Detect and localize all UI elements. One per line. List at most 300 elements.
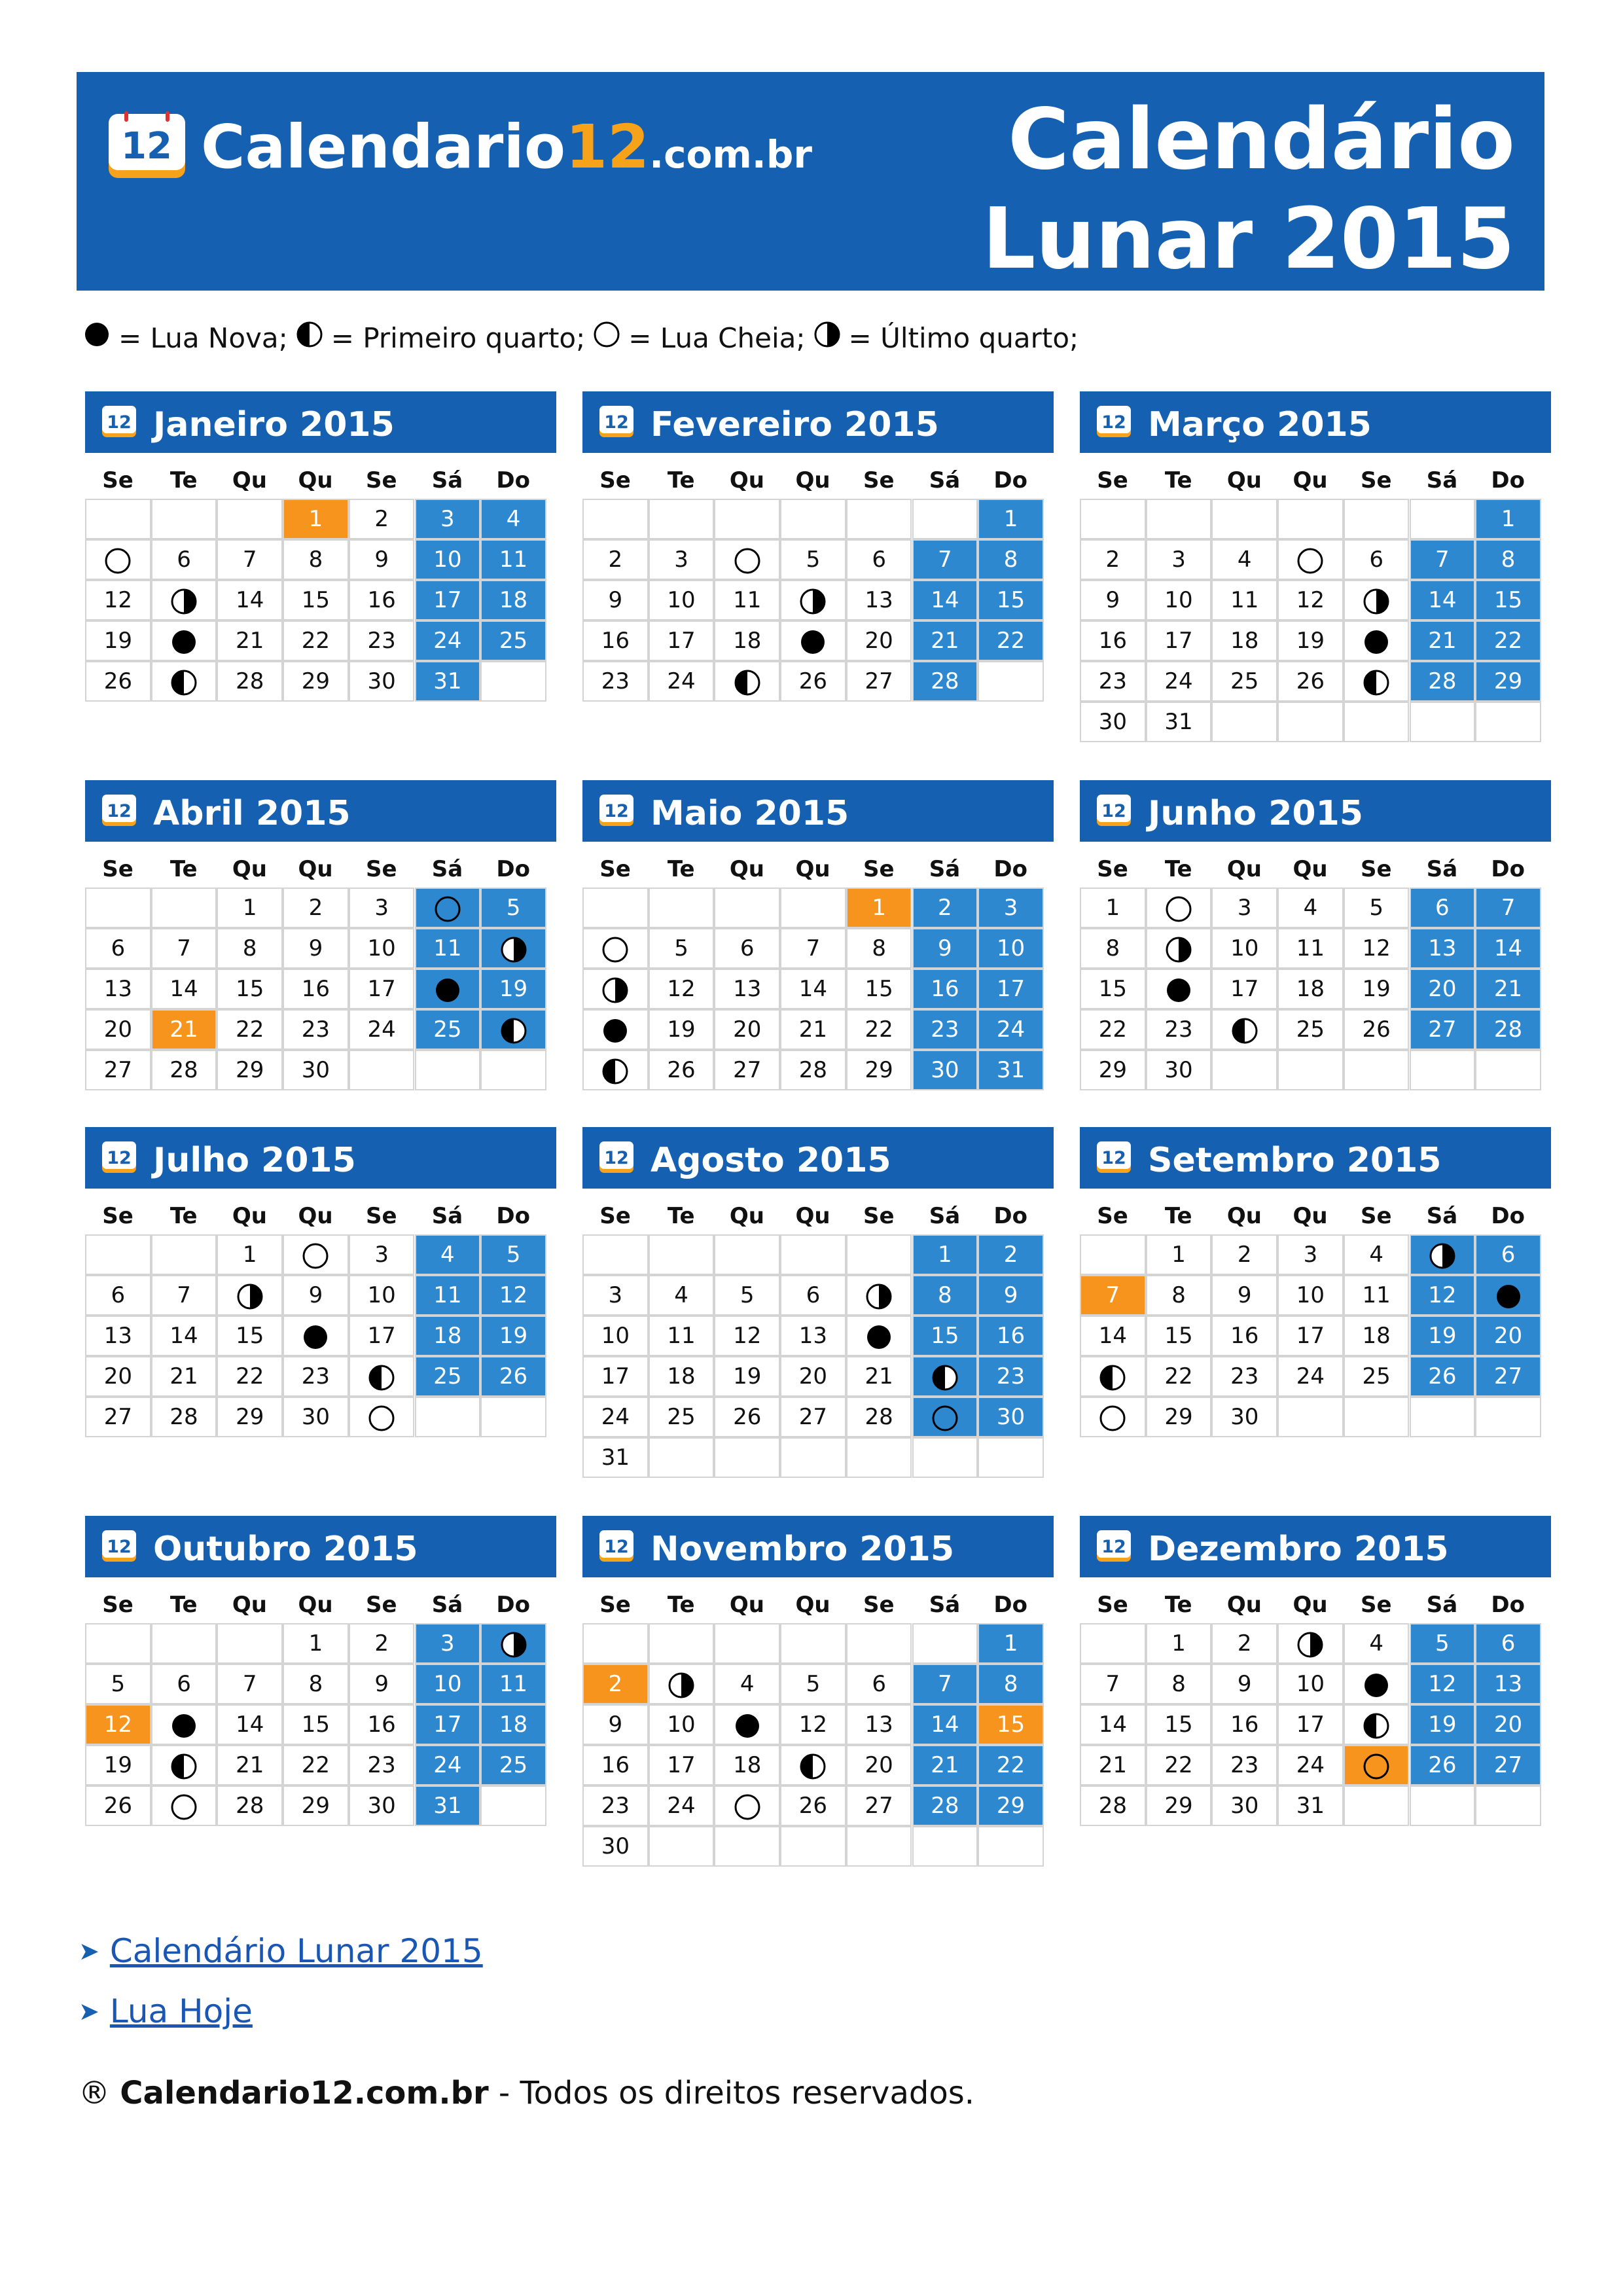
day-cell[interactable] [1277, 1356, 1344, 1397]
day-cell[interactable] [1475, 580, 1541, 620]
day-cell[interactable] [780, 1009, 846, 1050]
day-cell[interactable] [480, 1234, 546, 1275]
day-cell[interactable] [582, 1437, 649, 1478]
day-cell[interactable] [714, 1009, 780, 1050]
day-cell[interactable] [283, 1704, 349, 1745]
day-cell[interactable] [714, 539, 780, 580]
day-cell[interactable] [1410, 1623, 1476, 1664]
day-cell[interactable] [1080, 1356, 1146, 1397]
day-cell[interactable] [582, 1826, 649, 1867]
day-cell[interactable] [978, 620, 1044, 661]
day-cell[interactable] [582, 580, 649, 620]
day-cell[interactable] [349, 1009, 415, 1050]
day-cell[interactable] [217, 1009, 283, 1050]
day-cell[interactable] [846, 661, 912, 702]
day-cell[interactable] [1410, 661, 1476, 702]
day-cell[interactable] [1211, 1397, 1277, 1437]
day-cell[interactable] [415, 580, 481, 620]
day-cell[interactable] [1080, 1745, 1146, 1785]
day-cell[interactable] [85, 1316, 151, 1356]
day-cell[interactable] [1410, 580, 1476, 620]
day-cell[interactable] [649, 969, 715, 1009]
day-cell[interactable] [349, 969, 415, 1009]
day-cell[interactable] [1410, 1704, 1476, 1745]
day-cell[interactable] [85, 969, 151, 1009]
day-cell[interactable] [151, 1356, 217, 1397]
day-cell[interactable] [283, 661, 349, 702]
day-cell[interactable] [1277, 1009, 1344, 1050]
day-cell[interactable] [846, 1397, 912, 1437]
day-cell[interactable] [1344, 888, 1410, 928]
day-cell[interactable] [714, 1704, 780, 1745]
day-cell[interactable] [912, 1785, 978, 1826]
day-cell[interactable] [1344, 1704, 1410, 1745]
day-cell[interactable] [349, 1234, 415, 1275]
day-cell[interactable] [415, 1316, 481, 1356]
day-cell[interactable] [480, 1704, 546, 1745]
day-cell[interactable] [1475, 1275, 1541, 1316]
day-cell[interactable] [283, 1316, 349, 1356]
day-cell[interactable] [283, 1785, 349, 1826]
day-cell[interactable] [1277, 1234, 1344, 1275]
day-cell[interactable] [415, 499, 481, 539]
day-cell[interactable] [1475, 888, 1541, 928]
day-cell[interactable] [1146, 969, 1212, 1009]
day-cell[interactable] [217, 620, 283, 661]
day-cell[interactable] [1146, 539, 1212, 580]
day-cell[interactable] [1146, 661, 1212, 702]
day-cell[interactable] [1146, 1050, 1212, 1090]
day-cell[interactable] [1277, 1316, 1344, 1356]
day-cell[interactable] [582, 1050, 649, 1090]
day-cell[interactable] [582, 539, 649, 580]
day-cell[interactable] [649, 620, 715, 661]
day-cell[interactable] [978, 499, 1044, 539]
day-cell[interactable] [1146, 1009, 1212, 1050]
day-cell[interactable] [151, 580, 217, 620]
day-cell[interactable] [1344, 1234, 1410, 1275]
day-cell[interactable] [349, 1275, 415, 1316]
day-cell[interactable] [283, 1009, 349, 1050]
day-cell[interactable] [912, 539, 978, 580]
day-cell[interactable] [415, 539, 481, 580]
day-cell[interactable] [1344, 969, 1410, 1009]
day-cell[interactable] [1211, 928, 1277, 969]
day-cell[interactable] [1146, 1623, 1212, 1664]
day-cell[interactable] [1475, 661, 1541, 702]
day-cell[interactable] [1344, 1356, 1410, 1397]
day-cell[interactable] [912, 1316, 978, 1356]
day-cell[interactable] [480, 1664, 546, 1704]
day-cell[interactable] [415, 1785, 481, 1826]
day-cell[interactable] [649, 1704, 715, 1745]
day-cell[interactable] [415, 620, 481, 661]
day-cell[interactable] [846, 539, 912, 580]
day-cell[interactable] [714, 1275, 780, 1316]
day-cell[interactable] [349, 1316, 415, 1356]
day-cell[interactable] [1080, 1704, 1146, 1745]
day-cell[interactable] [978, 1316, 1044, 1356]
day-cell[interactable] [912, 1356, 978, 1397]
day-cell[interactable] [649, 580, 715, 620]
day-cell[interactable] [846, 1050, 912, 1090]
day-cell[interactable] [283, 539, 349, 580]
day-cell[interactable] [217, 969, 283, 1009]
day-cell[interactable] [480, 928, 546, 969]
day-cell[interactable] [480, 888, 546, 928]
day-cell[interactable] [1211, 1316, 1277, 1356]
day-cell[interactable] [912, 1745, 978, 1785]
day-cell[interactable] [846, 620, 912, 661]
day-cell[interactable] [1277, 580, 1344, 620]
day-cell[interactable] [846, 969, 912, 1009]
day-cell[interactable] [649, 1397, 715, 1437]
day-cell[interactable] [714, 1397, 780, 1437]
day-cell[interactable] [1211, 539, 1277, 580]
day-cell[interactable] [1080, 1316, 1146, 1356]
day-cell[interactable] [217, 1234, 283, 1275]
day-cell[interactable] [978, 1356, 1044, 1397]
day-cell[interactable] [978, 1050, 1044, 1090]
day-cell[interactable] [1344, 928, 1410, 969]
day-cell[interactable] [978, 1623, 1044, 1664]
day-cell[interactable] [912, 661, 978, 702]
day-cell[interactable] [582, 1745, 649, 1785]
day-cell[interactable] [415, 1745, 481, 1785]
day-cell[interactable] [1146, 1745, 1212, 1785]
day-cell[interactable] [415, 888, 481, 928]
day-cell[interactable] [780, 1275, 846, 1316]
day-cell[interactable] [1080, 1785, 1146, 1826]
day-cell[interactable] [283, 1623, 349, 1664]
day-cell[interactable] [415, 1704, 481, 1745]
day-cell[interactable] [283, 1397, 349, 1437]
day-cell[interactable] [415, 969, 481, 1009]
day-cell[interactable] [415, 1275, 481, 1316]
day-cell[interactable] [978, 1234, 1044, 1275]
day-cell[interactable] [1146, 1664, 1212, 1704]
day-cell[interactable] [283, 1356, 349, 1397]
day-cell[interactable] [846, 1316, 912, 1356]
day-cell[interactable] [1344, 661, 1410, 702]
day-cell[interactable] [480, 499, 546, 539]
day-cell[interactable] [349, 1623, 415, 1664]
day-cell[interactable] [349, 499, 415, 539]
day-cell[interactable] [85, 1050, 151, 1090]
day-cell[interactable] [151, 969, 217, 1009]
day-cell[interactable] [217, 661, 283, 702]
day-cell[interactable] [1344, 1275, 1410, 1316]
day-cell[interactable] [978, 1275, 1044, 1316]
day-cell[interactable] [1475, 499, 1541, 539]
day-cell[interactable] [714, 1356, 780, 1397]
day-cell[interactable] [714, 1785, 780, 1826]
day-cell[interactable] [151, 1316, 217, 1356]
day-cell[interactable] [85, 1397, 151, 1437]
day-cell[interactable] [1475, 1623, 1541, 1664]
day-cell[interactable] [978, 1704, 1044, 1745]
day-cell[interactable] [714, 1050, 780, 1090]
day-cell[interactable] [780, 969, 846, 1009]
day-cell[interactable] [1211, 1356, 1277, 1397]
day-cell[interactable] [1211, 580, 1277, 620]
day-cell[interactable] [151, 1664, 217, 1704]
day-cell[interactable] [1277, 888, 1344, 928]
day-cell[interactable] [649, 1050, 715, 1090]
day-cell[interactable] [582, 928, 649, 969]
day-cell[interactable] [283, 1050, 349, 1090]
day-cell[interactable] [1080, 1050, 1146, 1090]
day-cell[interactable] [912, 928, 978, 969]
day-cell[interactable] [1410, 928, 1476, 969]
day-cell[interactable] [283, 620, 349, 661]
day-cell[interactable] [415, 1009, 481, 1050]
day-cell[interactable] [1080, 580, 1146, 620]
day-cell[interactable] [283, 580, 349, 620]
day-cell[interactable] [846, 1275, 912, 1316]
day-cell[interactable] [1277, 928, 1344, 969]
day-cell[interactable] [1410, 888, 1476, 928]
day-cell[interactable] [1277, 1664, 1344, 1704]
day-cell[interactable] [780, 539, 846, 580]
day-cell[interactable] [349, 1745, 415, 1785]
day-cell[interactable] [415, 1664, 481, 1704]
day-cell[interactable] [415, 661, 481, 702]
day-cell[interactable] [1277, 1785, 1344, 1826]
day-cell[interactable] [151, 1785, 217, 1826]
day-cell[interactable] [85, 661, 151, 702]
day-cell[interactable] [480, 1356, 546, 1397]
day-cell[interactable] [978, 1785, 1044, 1826]
day-cell[interactable] [1344, 1623, 1410, 1664]
day-cell[interactable] [85, 620, 151, 661]
day-cell[interactable] [846, 1664, 912, 1704]
day-cell[interactable] [1475, 1704, 1541, 1745]
day-cell[interactable] [582, 1356, 649, 1397]
day-cell[interactable] [151, 1745, 217, 1785]
day-cell[interactable] [649, 928, 715, 969]
day-cell[interactable] [1344, 1009, 1410, 1050]
day-cell[interactable] [714, 580, 780, 620]
day-cell[interactable] [649, 1745, 715, 1785]
day-cell[interactable] [912, 1050, 978, 1090]
day-cell[interactable] [85, 1704, 151, 1745]
day-cell[interactable] [480, 620, 546, 661]
link-moon-today[interactable]: Lua Hoje [109, 1992, 253, 2030]
day-cell[interactable] [1410, 1745, 1476, 1785]
day-cell[interactable] [780, 1397, 846, 1437]
day-cell[interactable] [912, 1275, 978, 1316]
day-cell[interactable] [217, 539, 283, 580]
day-cell[interactable] [283, 969, 349, 1009]
day-cell[interactable] [978, 969, 1044, 1009]
day-cell[interactable] [217, 1664, 283, 1704]
day-cell[interactable] [978, 1745, 1044, 1785]
day-cell[interactable] [349, 620, 415, 661]
day-cell[interactable] [85, 1009, 151, 1050]
day-cell[interactable] [415, 1623, 481, 1664]
day-cell[interactable] [1277, 620, 1344, 661]
day-cell[interactable] [1475, 1316, 1541, 1356]
day-cell[interactable] [480, 1275, 546, 1316]
day-cell[interactable] [85, 580, 151, 620]
day-cell[interactable] [1410, 539, 1476, 580]
day-cell[interactable] [151, 539, 217, 580]
day-cell[interactable] [217, 1785, 283, 1826]
day-cell[interactable] [582, 1704, 649, 1745]
day-cell[interactable] [1211, 620, 1277, 661]
day-cell[interactable] [912, 1397, 978, 1437]
day-cell[interactable] [151, 928, 217, 969]
day-cell[interactable] [217, 1356, 283, 1397]
day-cell[interactable] [1211, 1623, 1277, 1664]
day-cell[interactable] [978, 888, 1044, 928]
day-cell[interactable] [649, 1356, 715, 1397]
day-cell[interactable] [1475, 620, 1541, 661]
day-cell[interactable] [780, 1664, 846, 1704]
day-cell[interactable] [649, 539, 715, 580]
day-cell[interactable] [283, 928, 349, 969]
day-cell[interactable] [1146, 1785, 1212, 1826]
day-cell[interactable] [1211, 1234, 1277, 1275]
day-cell[interactable] [978, 1009, 1044, 1050]
day-cell[interactable] [1277, 539, 1344, 580]
day-cell[interactable] [1146, 1275, 1212, 1316]
day-cell[interactable] [283, 1234, 349, 1275]
day-cell[interactable] [1080, 620, 1146, 661]
day-cell[interactable] [1410, 1009, 1476, 1050]
day-cell[interactable] [912, 1009, 978, 1050]
day-cell[interactable] [349, 539, 415, 580]
day-cell[interactable] [1475, 1009, 1541, 1050]
day-cell[interactable] [1277, 969, 1344, 1009]
day-cell[interactable] [846, 888, 912, 928]
day-cell[interactable] [1080, 928, 1146, 969]
day-cell[interactable] [978, 580, 1044, 620]
day-cell[interactable] [217, 1316, 283, 1356]
day-cell[interactable] [1277, 1275, 1344, 1316]
day-cell[interactable] [582, 620, 649, 661]
day-cell[interactable] [85, 539, 151, 580]
day-cell[interactable] [1410, 620, 1476, 661]
day-cell[interactable] [85, 1275, 151, 1316]
day-cell[interactable] [415, 1356, 481, 1397]
day-cell[interactable] [649, 1316, 715, 1356]
day-cell[interactable] [1344, 1664, 1410, 1704]
day-cell[interactable] [480, 539, 546, 580]
day-cell[interactable] [582, 661, 649, 702]
day-cell[interactable] [1410, 1275, 1476, 1316]
day-cell[interactable] [582, 1009, 649, 1050]
day-cell[interactable] [649, 1785, 715, 1826]
day-cell[interactable] [912, 1234, 978, 1275]
day-cell[interactable] [846, 1785, 912, 1826]
day-cell[interactable] [780, 1745, 846, 1785]
day-cell[interactable] [582, 1785, 649, 1826]
day-cell[interactable] [1146, 1234, 1212, 1275]
day-cell[interactable] [1146, 1356, 1212, 1397]
day-cell[interactable] [349, 580, 415, 620]
day-cell[interactable] [480, 1009, 546, 1050]
day-cell[interactable] [1146, 1704, 1212, 1745]
day-cell[interactable] [1211, 1009, 1277, 1050]
day-cell[interactable] [85, 1664, 151, 1704]
day-cell[interactable] [151, 1275, 217, 1316]
link-lunar-calendar[interactable]: Calendário Lunar 2015 [109, 1932, 483, 1970]
day-cell[interactable] [217, 1397, 283, 1437]
day-cell[interactable] [649, 1275, 715, 1316]
day-cell[interactable] [1211, 888, 1277, 928]
day-cell[interactable] [714, 1664, 780, 1704]
day-cell[interactable] [582, 1397, 649, 1437]
day-cell[interactable] [1211, 1785, 1277, 1826]
day-cell[interactable] [1410, 1664, 1476, 1704]
day-cell[interactable] [846, 1009, 912, 1050]
day-cell[interactable] [1475, 1664, 1541, 1704]
day-cell[interactable] [780, 1050, 846, 1090]
day-cell[interactable] [480, 1623, 546, 1664]
day-cell[interactable] [1277, 1623, 1344, 1664]
day-cell[interactable] [217, 888, 283, 928]
day-cell[interactable] [912, 1704, 978, 1745]
day-cell[interactable] [978, 1664, 1044, 1704]
day-cell[interactable] [1080, 888, 1146, 928]
day-cell[interactable] [780, 620, 846, 661]
day-cell[interactable] [217, 928, 283, 969]
day-cell[interactable] [1080, 1664, 1146, 1704]
day-cell[interactable] [1211, 1275, 1277, 1316]
day-cell[interactable] [846, 1356, 912, 1397]
day-cell[interactable] [582, 1664, 649, 1704]
day-cell[interactable] [1410, 969, 1476, 1009]
day-cell[interactable] [151, 1397, 217, 1437]
day-cell[interactable] [846, 580, 912, 620]
day-cell[interactable] [846, 1745, 912, 1785]
day-cell[interactable] [217, 1275, 283, 1316]
day-cell[interactable] [1277, 1704, 1344, 1745]
site-logo[interactable] [201, 111, 812, 183]
day-cell[interactable] [1080, 1275, 1146, 1316]
day-cell[interactable] [415, 928, 481, 969]
day-cell[interactable] [780, 580, 846, 620]
day-cell[interactable] [582, 1275, 649, 1316]
day-cell[interactable] [1277, 1745, 1344, 1785]
day-cell[interactable] [780, 1704, 846, 1745]
day-cell[interactable] [1277, 661, 1344, 702]
day-cell[interactable] [283, 1664, 349, 1704]
day-cell[interactable] [912, 620, 978, 661]
day-cell[interactable] [1211, 1745, 1277, 1785]
day-cell[interactable] [1080, 969, 1146, 1009]
day-cell[interactable] [714, 661, 780, 702]
day-cell[interactable] [714, 1316, 780, 1356]
day-cell[interactable] [349, 1664, 415, 1704]
day-cell[interactable] [85, 1356, 151, 1397]
day-cell[interactable] [349, 928, 415, 969]
day-cell[interactable] [1146, 1397, 1212, 1437]
day-cell[interactable] [415, 1234, 481, 1275]
day-cell[interactable] [846, 928, 912, 969]
day-cell[interactable] [349, 1704, 415, 1745]
day-cell[interactable] [1211, 1704, 1277, 1745]
day-cell[interactable] [1344, 539, 1410, 580]
day-cell[interactable] [1344, 1316, 1410, 1356]
day-cell[interactable] [582, 969, 649, 1009]
day-cell[interactable] [1410, 1234, 1476, 1275]
day-cell[interactable] [1080, 1009, 1146, 1050]
day-cell[interactable] [85, 1785, 151, 1826]
day-cell[interactable] [1344, 620, 1410, 661]
